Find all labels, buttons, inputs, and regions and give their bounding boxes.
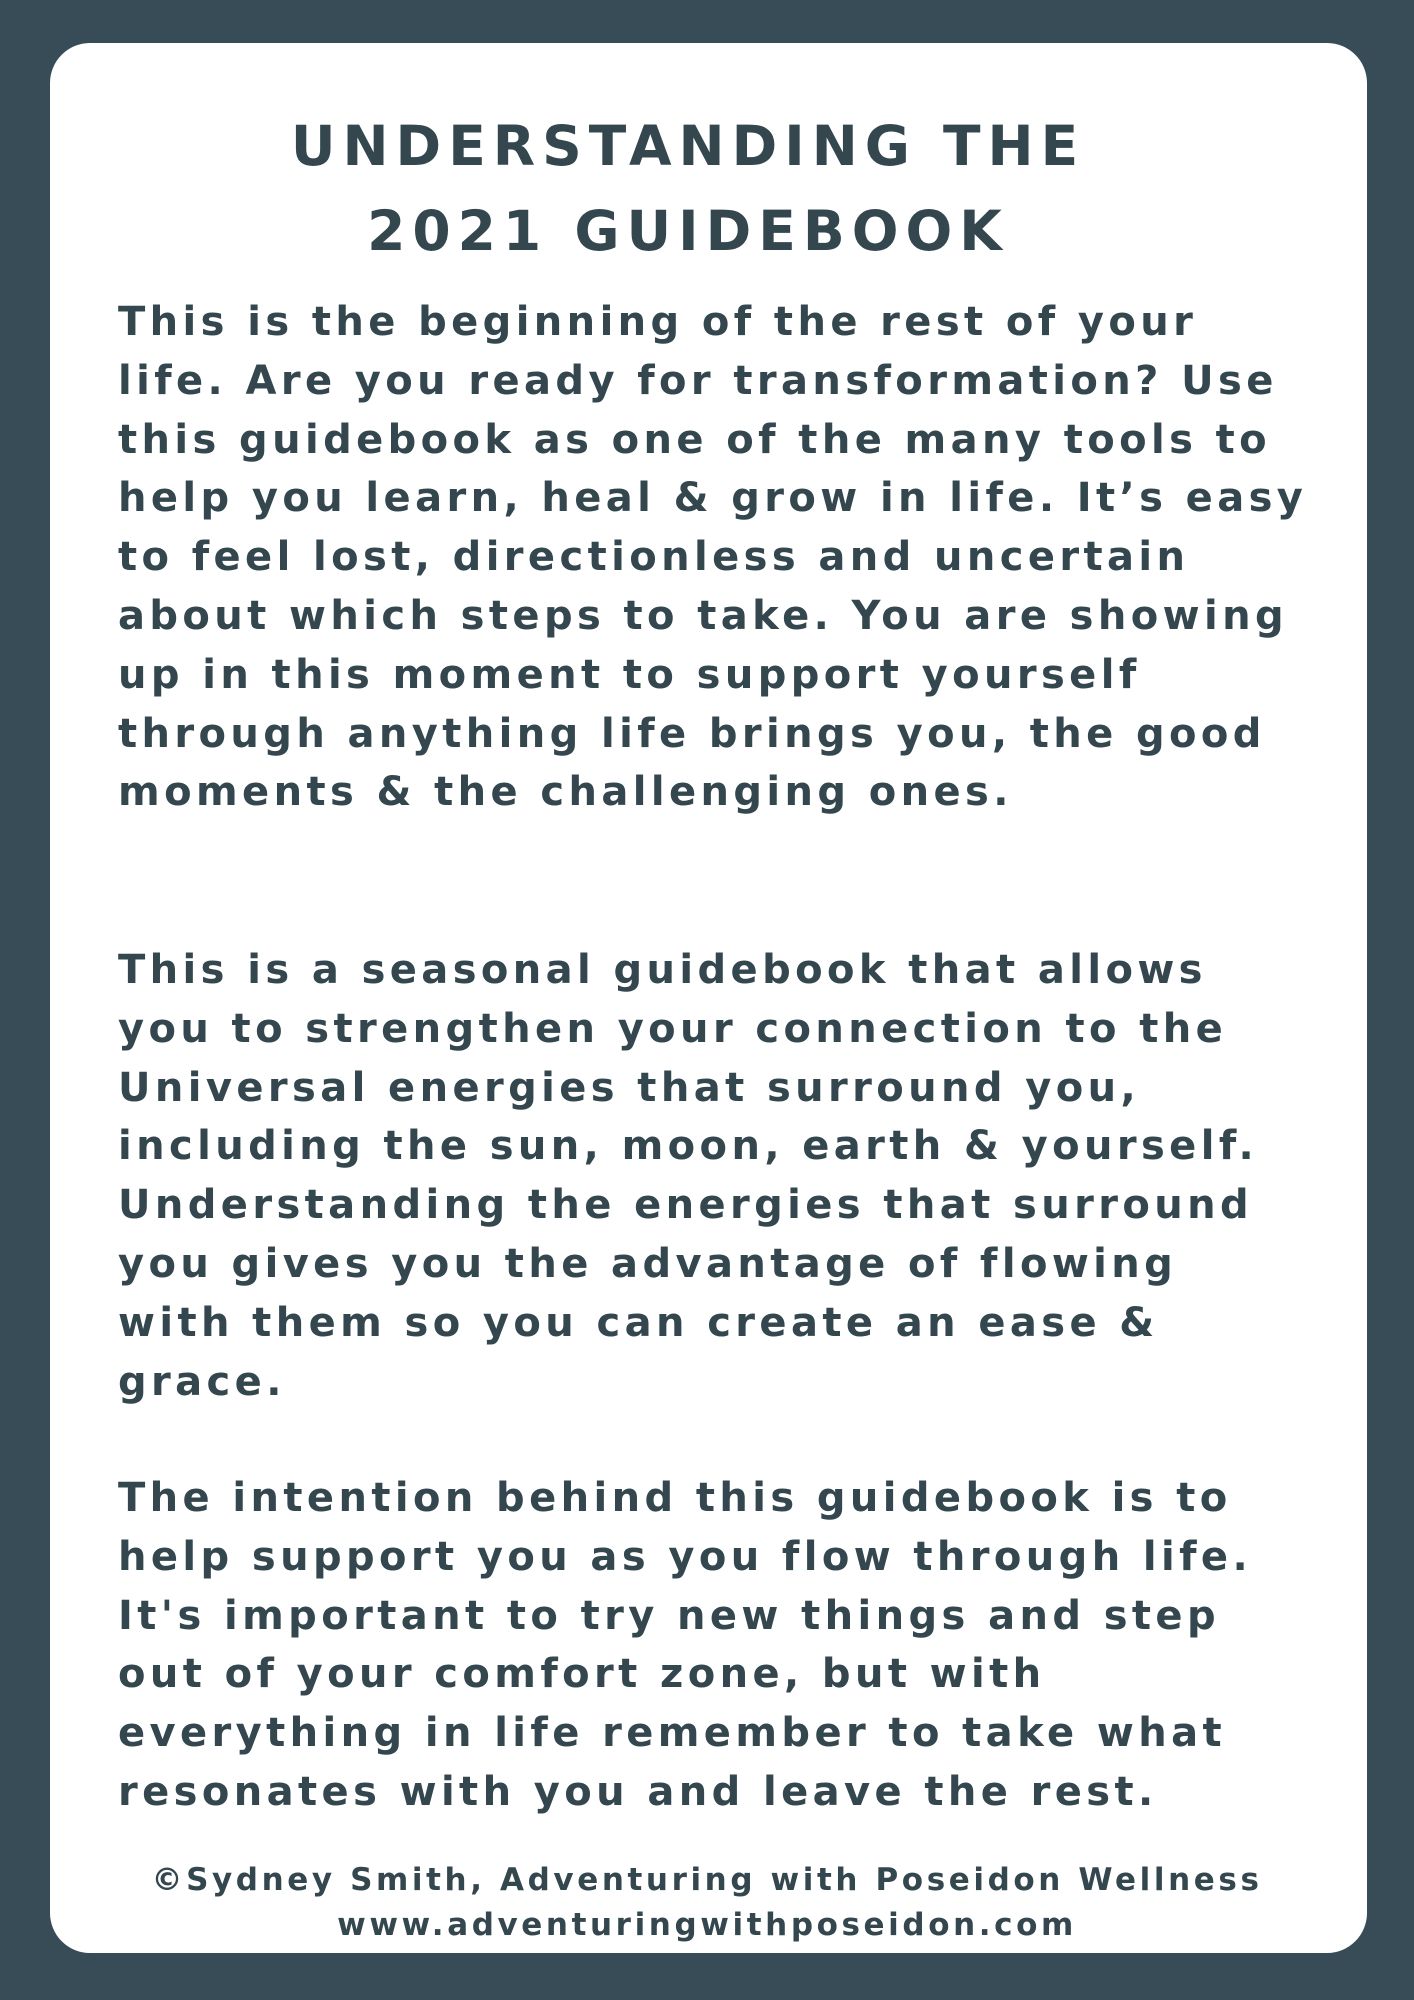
- title-line-1: UNDERSTANDING THE: [290, 114, 1086, 178]
- website-line: www.adventuringwithposeidon.com: [337, 1907, 1077, 1943]
- title-line-2: 2021 GUIDEBOOK: [367, 199, 1009, 263]
- intention-paragraph: The intention behind this guidebook is to help support you as you flow through life. It's important to try new things and step out of your comfort zone, but with everything in life remember to take what resonates with you and leave the rest.: [118, 1475, 1253, 1815]
- page-title: [0, 104, 1376, 274]
- seasonal-paragraph: This is a seasonal guidebook that allows you to strengthen your connection to the Universal energies that surround you, including the sun, moon, earth & yourself. Understanding the energies that surround you gives you the advantage of flowing with them so you can create an ease & grace.: [118, 947, 1259, 1405]
- copyright-line: ©Sydney Smith, Adventuring with Poseidon Wellness: [151, 1862, 1263, 1898]
- intro-paragraph: This is the beginning of the rest of your life. Are you ready for transformation? Use this guidebook as one of the many tools to help you learn, heal & grow in life. It’s easy to feel lost, directionless and uncertain about which steps to take. You are showing up in this moment to support yourself through anything life brings you, the good moments & the challenging ones.: [118, 299, 1308, 816]
